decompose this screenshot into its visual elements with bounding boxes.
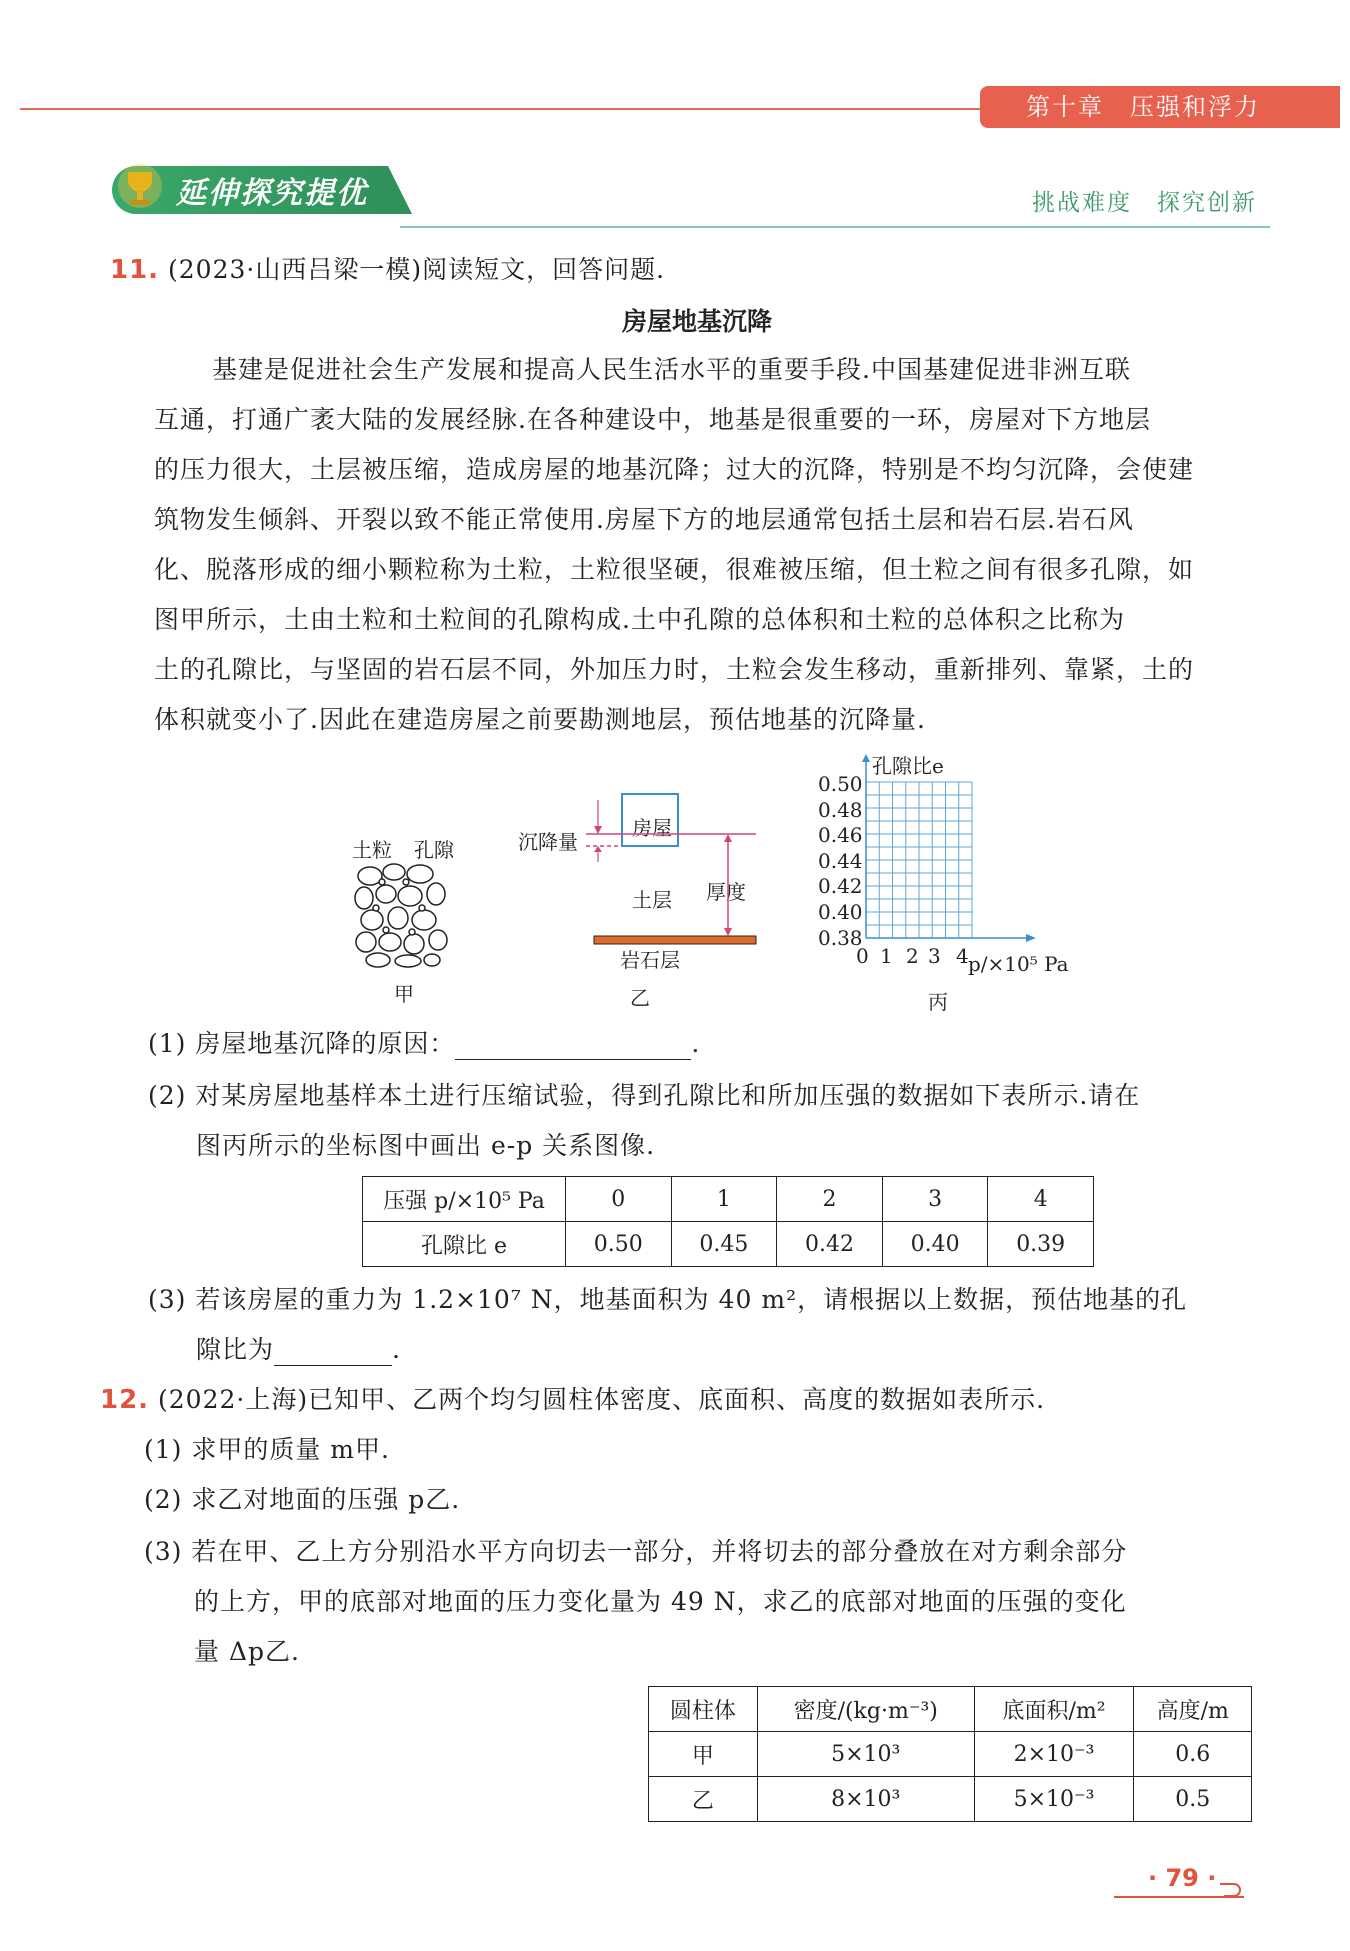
y-tick: 0.46 — [818, 823, 863, 848]
row-header: 孔隙比 e — [363, 1222, 566, 1267]
table-cell: 0 — [566, 1177, 672, 1222]
q11-sub2-line1: (2) 对某房屋地基样本土进行压缩试验，得到孔隙比和所加压强的数据如下表所示.请在 — [148, 1081, 1141, 1110]
table-cell: 0.39 — [988, 1222, 1094, 1267]
table-cell: 0.50 — [566, 1222, 672, 1267]
q12-heading — [100, 1380, 1045, 1416]
table-header-row — [649, 1687, 1252, 1732]
section-tag: 挑战难度 探究创新 — [1032, 190, 1257, 216]
e-p-grid — [860, 752, 1040, 952]
fig-bing-y-ticks — [818, 772, 863, 951]
q11-title: 房屋地基沉降 — [622, 307, 773, 336]
x-tick: 3 — [928, 944, 941, 968]
y-tick: 0.50 — [818, 772, 863, 796]
table-row — [363, 1177, 1094, 1222]
settlement-figure — [586, 790, 766, 950]
fig-yi-house-label: 房屋 — [632, 816, 672, 840]
q11-heading — [110, 250, 665, 286]
table-cell: 8×10³ — [757, 1777, 974, 1822]
section-rule — [400, 226, 1270, 228]
table-cell: 0.40 — [882, 1222, 988, 1267]
table-cell: 1 — [671, 1177, 777, 1222]
column-header: 密度/(kg·m⁻³) — [757, 1687, 974, 1732]
y-tick: 0.40 — [818, 899, 863, 924]
table-cell: 0.6 — [1134, 1732, 1252, 1777]
q11-data-table — [362, 1176, 1094, 1267]
x-axis-arrow — [1026, 934, 1036, 942]
q12-source: (2022·上海)已知甲、乙两个均匀圆柱体密度、底面积、高度的数据如表所示. — [158, 1385, 1046, 1414]
chapter-tab: 第十章 压强和浮力 — [980, 86, 1340, 128]
table-row — [649, 1732, 1252, 1777]
y-axis-arrow — [862, 754, 870, 762]
table-cell: 2 — [777, 1177, 883, 1222]
fig-jia-pore-label: 孔隙 — [414, 838, 454, 862]
q12-number: 12. — [100, 1385, 150, 1415]
paragraph-line: 基建是促进社会生产发展和提高人民生活水平的重要手段.中国基建促进非洲互联 — [212, 355, 1131, 384]
q11-sub2-line2: 图丙所示的坐标图中画出 e-p 关系图像. — [196, 1131, 656, 1160]
row-header: 压强 p/×10⁵ Pa — [363, 1177, 566, 1222]
table-cell: 甲 — [649, 1732, 758, 1777]
q12-sub2: (2) 求乙对地面的压强 p乙. — [144, 1485, 461, 1514]
fig-jia-caption: 甲 — [394, 982, 414, 1006]
table-cell: 0.5 — [1134, 1777, 1252, 1822]
table-cell: 3 — [882, 1177, 988, 1222]
q12-data-table — [648, 1686, 1252, 1822]
x-tick: 0 — [856, 944, 869, 968]
paragraph-line: 体积就变小了.因此在建造房屋之前要勘测地层，预估地基的沉降量. — [154, 705, 926, 734]
table-cell: 乙 — [649, 1777, 758, 1822]
q11-sub1-text: (1) 房屋地基沉降的原因： — [148, 1029, 456, 1058]
q11-source: (2023·山西吕梁一模)阅读短文，回答问题. — [168, 255, 666, 284]
paragraph-line: 土的孔隙比，与坚固的岩石层不同，外加压力时，土粒会发生移动，重新排列、靠紧，土的 — [154, 655, 1195, 684]
page-number: · 79 · — [1148, 1864, 1217, 1892]
section-banner-title: 延伸探究提优 — [176, 176, 368, 211]
y-tick: 0.44 — [818, 848, 863, 873]
paragraph-line: 化、脱落形成的细小颗粒称为土粒，土粒很坚硬，很难被压缩，但土粒之间有很多孔隙，如 — [154, 555, 1195, 584]
fig-bing-y-axis-label: 孔隙比e — [872, 754, 944, 778]
fig-jia-grain-label: 土粒 — [352, 838, 392, 862]
fig-bing-x-axis-label: p/×10⁵ Pa — [968, 952, 1069, 976]
q12-sub3-line: (3) 若在甲、乙上方分别沿水平方向切去一部分，并将切去的部分叠放在对方剩余部分 — [144, 1537, 1128, 1566]
fig-yi-soil-label: 土层 — [632, 888, 672, 912]
table-row — [363, 1222, 1094, 1267]
paragraph-line: 图甲所示，土由土粒和土粒间的孔隙构成.土中孔隙的总体积和土粒的总体积之比称为 — [154, 605, 1125, 634]
q11-sub3-line2: 隙比为 . — [196, 1335, 401, 1364]
paragraph-line: 的压力很大，土层被压缩，造成房屋的地基沉降；过大的沉降，特别是不均匀沉降，会使建 — [154, 455, 1195, 484]
page-end-icon — [1218, 1874, 1244, 1898]
table-cell: 0.42 — [777, 1222, 883, 1267]
q11-number: 11. — [110, 255, 160, 285]
table-cell: 0.45 — [671, 1222, 777, 1267]
column-header: 底面积/m² — [974, 1687, 1134, 1732]
q11-sub3-line1: (3) 若该房屋的重力为 1.2×10⁷ N，地基面积为 40 m²，请根据以上数据，预估地基的孔 — [148, 1285, 1188, 1314]
fig-yi-settle-label: 沉降量 — [518, 830, 578, 854]
y-tick: 0.48 — [818, 797, 863, 822]
paragraph-line: 互通，打通广袤大陆的发展经脉.在各种建设中，地基是很重要的一环，房屋对下方地层 — [154, 405, 1151, 434]
fig-bing-caption: 丙 — [928, 990, 948, 1014]
y-tick: 0.38 — [818, 925, 863, 950]
x-tick: 4 — [956, 944, 969, 968]
column-header: 圆柱体 — [649, 1687, 758, 1732]
q11-sub1: (1) 房屋地基沉降的原因： . — [148, 1029, 701, 1058]
y-tick: 0.42 — [818, 874, 863, 899]
table-row — [649, 1777, 1252, 1822]
x-tick: 1 — [880, 944, 893, 968]
fig-yi-thickness-label: 厚度 — [706, 880, 746, 904]
table-cell: 5×10³ — [757, 1732, 974, 1777]
paragraph-line: 筑物发生倾斜、开裂以致不能正常使用.房屋下方的地层通常包括土层和岩石层.岩石风 — [154, 505, 1134, 534]
table-cell: 4 — [988, 1177, 1094, 1222]
x-tick: 2 — [906, 944, 919, 968]
q12-sub1: (1) 求甲的质量 m甲. — [144, 1435, 390, 1464]
table-cell: 2×10⁻³ — [974, 1732, 1134, 1777]
answer-blank[interactable] — [455, 1035, 691, 1060]
trophy-icon — [112, 160, 168, 216]
fig-yi-caption: 乙 — [630, 986, 650, 1010]
answer-blank[interactable] — [274, 1341, 392, 1366]
q12-sub3-line: 量 Δp乙. — [194, 1637, 300, 1666]
q11-sub3-text: 隙比为 — [196, 1335, 275, 1364]
fig-yi-rock-label: 岩石层 — [620, 948, 680, 972]
q12-sub3-line: 的上方，甲的底部对地面的压力变化量为 49 N，求乙的底部对地面的压强的变化 — [194, 1587, 1127, 1616]
soil-particles-figure — [352, 862, 452, 968]
column-header: 高度/m — [1134, 1687, 1252, 1732]
table-cell: 5×10⁻³ — [974, 1777, 1134, 1822]
